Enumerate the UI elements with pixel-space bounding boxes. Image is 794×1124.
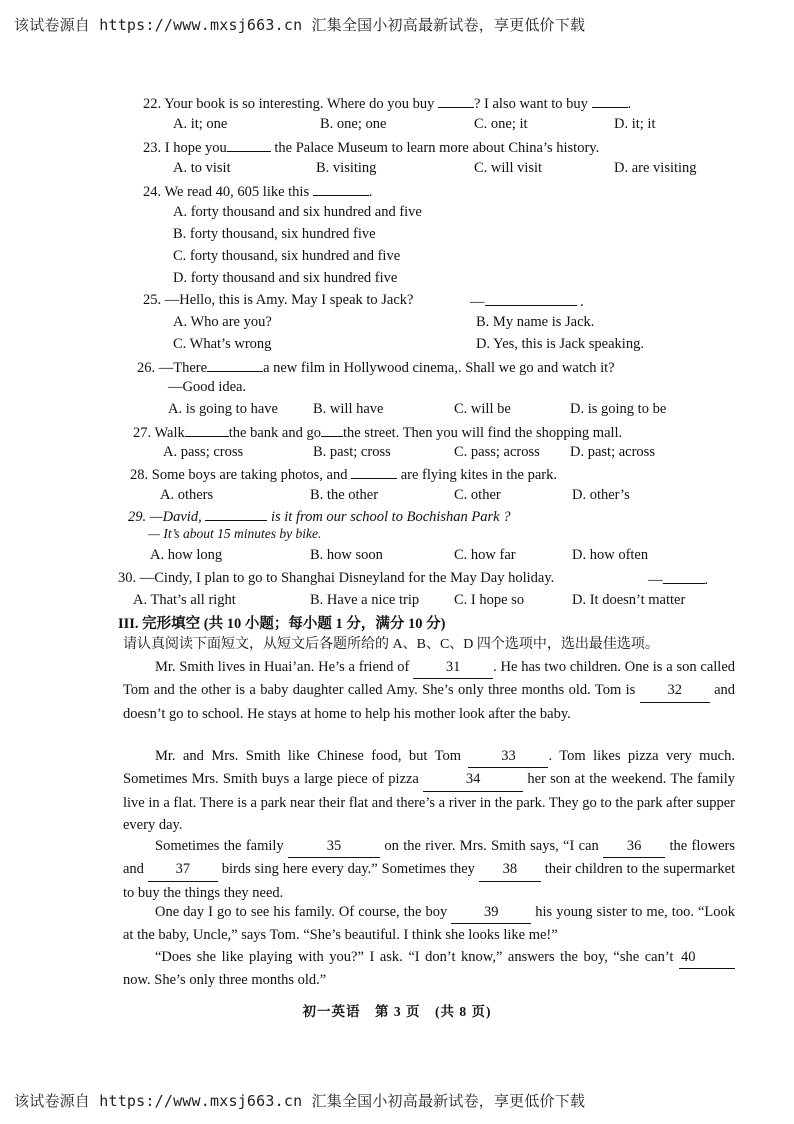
option-27a: A. pass; cross: [163, 444, 244, 460]
question-25: 25. —Hello, this is Amy. May I speak to Jack?: [143, 292, 414, 308]
option-22d: D. it; it: [614, 116, 656, 132]
option-24c: C. forty thousand, six hundred and five: [173, 248, 401, 264]
option-26c: C. will be: [454, 401, 511, 417]
passage-paragraph-4: One day I go to see his family. Of course, the boy 39 his young sister to me, too. “Look at the baby, Uncle,” says Tom. “She’s beautiful. I think she looks like me!”: [123, 901, 735, 947]
option-28a: A. others: [160, 487, 214, 503]
option-22c: C. one; it: [474, 116, 528, 132]
question-29: 29. —David, is it from our school to Bochishan Park ?: [128, 506, 510, 526]
passage-paragraph-3: Sometimes the family 35 on the river. Mrs. Smith says, “I can 36 the flowers and 37 birds sing here every day.” Sometimes they 38 their children to the supermarket to buy the things they need.: [123, 835, 735, 904]
question-22: 22. Your book is so interesting. Where do you buy ? I also want to buy .: [143, 93, 631, 113]
section-title: III. 完形填空 (共 10 小题；每小题 1 分，满分 10 分): [118, 616, 446, 632]
option-27c: C. pass; across: [454, 444, 540, 460]
question-30-response: — .: [648, 569, 708, 589]
option-25b: B. My name is Jack.: [476, 314, 595, 330]
passage-paragraph-2: Mr. and Mrs. Smith like Chinese food, but Tom 33 . Tom likes pizza very much. Sometimes Mrs. Smith buys a large piece of pizza 34 her son at the weekend. The family live in a flat. There is a park near their flat and there’s a river in the park. They go to the park after supper every day.: [123, 745, 735, 836]
option-25a: A. Who are you?: [173, 314, 272, 330]
option-25d: D. Yes, this is Jack speaking.: [476, 336, 644, 352]
page-footer: 初一英语 第 3 页 (共 8 页): [302, 1004, 492, 1019]
option-30c: C. I hope so: [454, 592, 525, 608]
question-26-reply: —Good idea.: [168, 379, 247, 395]
option-23b: B. visiting: [316, 160, 377, 176]
question-28: 28. Some boys are taking photos, and are flying kites in the park.: [130, 464, 557, 484]
option-22b: B. one; one: [320, 116, 387, 132]
question-24: 24. We read 40, 605 like this .: [143, 181, 372, 201]
question-29-reply: — It’s about 15 minutes by bike.: [148, 526, 322, 541]
option-27d: D. past; across: [570, 444, 655, 460]
passage-paragraph-1: Mr. Smith lives in Huai’an. He’s a friend of 31 . He has two children. One is a son called Tom and the other is a baby daughter called Amy. She’s only three months old. Tom is 32 and doesn’t go to school. He stays at home to help his mother look after the baby.: [123, 656, 735, 725]
question-25-response: — .: [470, 291, 584, 311]
option-26d: D. is going to be: [570, 401, 667, 417]
option-29d: D. how often: [572, 547, 649, 563]
option-29a: A. how long: [150, 547, 223, 563]
option-28b: B. the other: [310, 487, 379, 503]
option-24a: A. forty thousand and six hundred and five: [173, 204, 422, 220]
option-29b: B. how soon: [310, 547, 383, 563]
question-26: 26. —There a new film in Hollywood cinema,. Shall we go and watch it?: [137, 357, 615, 377]
option-25c: C. What’s wrong: [173, 336, 272, 352]
option-22a: A. it; one: [173, 116, 228, 132]
question-23: 23. I hope you the Palace Museum to learn more about China’s history.: [143, 137, 599, 157]
source-banner-top: 该试卷源自 https://www.mxsj663.cn 汇集全国小初高最新试卷，享更低价下载: [14, 16, 586, 34]
option-23d: D. are visiting: [614, 160, 697, 176]
option-26a: A. is going to have: [168, 401, 278, 417]
option-23a: A. to visit: [173, 160, 231, 176]
question-27: 27. Walk the bank and go the street. Then you will find the shopping mall.: [133, 422, 622, 442]
option-28c: C. other: [454, 487, 501, 503]
option-30a: A. That’s all right: [133, 592, 236, 608]
source-banner-bottom: 该试卷源自 https://www.mxsj663.cn 汇集全国小初高最新试卷，享更低价下载: [14, 1092, 586, 1110]
option-28d: D. other’s: [572, 487, 630, 503]
option-23c: C. will visit: [474, 160, 543, 176]
question-30: 30. —Cindy, I plan to go to Shanghai Disneyland for the May Day holiday.: [118, 570, 555, 586]
option-24d: D. forty thousand and six hundred five: [173, 270, 398, 286]
option-24b: B. forty thousand, six hundred five: [173, 226, 376, 242]
passage-paragraph-5: “Does she like playing with you?” I ask. “I don’t know,” answers the boy, “she can’t 40 now. She’s only three months old.”: [123, 946, 735, 992]
option-29c: C. how far: [454, 547, 516, 563]
section-instruction: 请认真阅读下面短文，从短文后各题所给的 A、B、C、D 四个选项中，选出最佳选项。: [123, 637, 659, 652]
option-27b: B. past; cross: [313, 444, 391, 460]
option-30b: B. Have a nice trip: [310, 592, 420, 608]
option-26b: B. will have: [313, 401, 384, 417]
option-30d: D. It doesn’t matter: [572, 592, 686, 608]
